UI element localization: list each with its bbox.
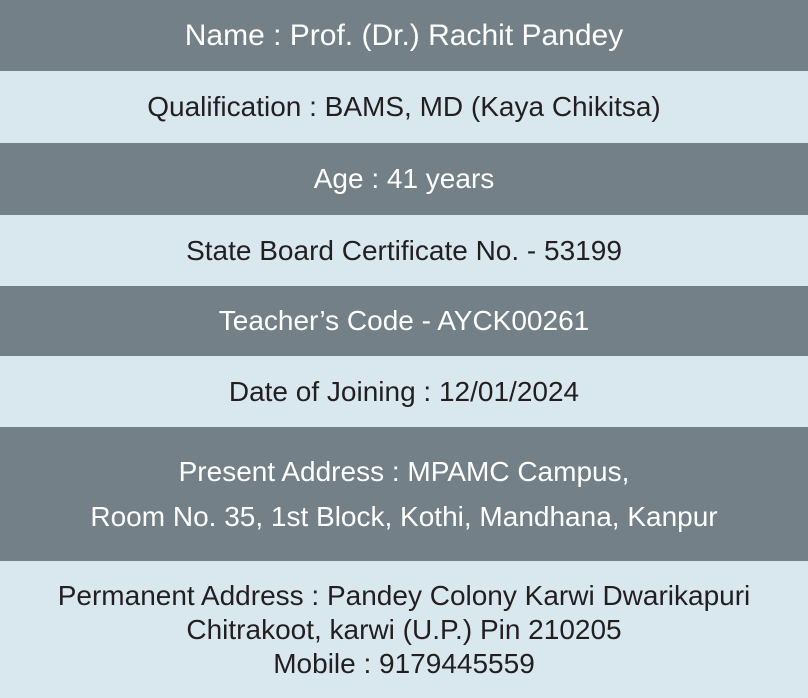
age-row — [0, 143, 808, 215]
present-address-line2: Room No. 35, 1st Block, Kothi, Mandhana, Kanpur — [90, 500, 718, 532]
permanent-address-line2: Chitrakoot, karwi (U.P.) Pin 210205 — [186, 613, 622, 645]
permanent-address-line1: Permanent Address : Pandey Colony Karwi Dwarikapuri — [57, 579, 751, 611]
certificate-row — [0, 215, 808, 286]
name-text: Name : Prof. (Dr.) Rachit Pandey — [184, 18, 624, 52]
age-text: Age : 41 years — [313, 163, 495, 194]
name-row — [0, 0, 808, 71]
qualification-row — [0, 71, 808, 143]
mobile-text: Mobile : 9179445559 — [273, 647, 535, 679]
teacher-code-text: Teacher’s Code - AYCK00261 — [218, 305, 590, 336]
joining-date-text: Date of Joining : 12/01/2024 — [228, 375, 580, 407]
present-address-line1: Present Address : MPAMC Campus, — [178, 455, 630, 487]
joining-date-row — [0, 356, 808, 427]
permanent-address-row — [0, 561, 808, 698]
qualification-text: Qualification : BAMS, MD (Kaya Chikitsa) — [147, 91, 661, 122]
certificate-text: State Board Certificate No. - 53199 — [186, 234, 622, 266]
teacher-code-row — [0, 286, 808, 356]
present-address-row — [0, 427, 808, 561]
